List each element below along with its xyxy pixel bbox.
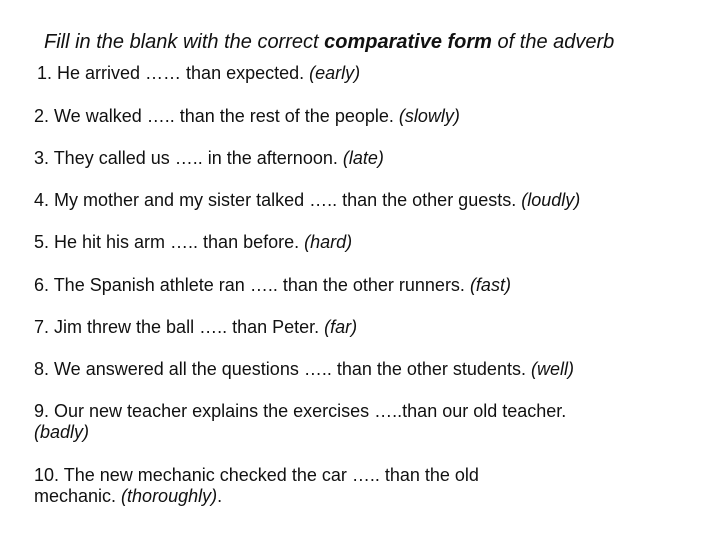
item-sentence: 3. They called us ….. in the afternoon. (34, 148, 343, 168)
exercise-item-8 (34, 359, 684, 380)
exercise-item-4 (34, 190, 684, 211)
item-hint: (fast) (469, 275, 511, 295)
item-hint: (loudly) (521, 190, 581, 210)
instruction-title (44, 30, 704, 54)
item-hint: (far) (324, 317, 358, 337)
item-sentence: 6. The Spanish athlete ran ….. than the other runners. (34, 275, 470, 295)
exercise-item-2 (34, 106, 684, 127)
instruction-after: of the adverb (491, 31, 615, 53)
item-sentence: 1. He arrived …… than expected. (37, 63, 310, 83)
exercise-item-6 (34, 275, 684, 296)
exercise-item-10 (34, 465, 544, 507)
item-hint: (slowly) (398, 106, 460, 126)
item-hint: (badly) (34, 422, 90, 442)
item-sentence: 10. The new mechanic checked the car ….. than the old mechanic. (34, 465, 479, 506)
exercise-item-3 (34, 148, 684, 169)
item-hint: (thoroughly) (121, 486, 218, 506)
exercise-item-7 (34, 317, 684, 338)
item-sentence: 7. Jim threw the ball ….. than Peter. (34, 317, 325, 337)
item-hint: (well) (530, 359, 574, 379)
item-hint: (early) (309, 63, 361, 83)
exercise-item-5 (34, 232, 684, 253)
exercise-item-9 (34, 401, 574, 443)
item-sentence: 4. My mother and my sister talked ….. than the other guests. (34, 190, 522, 210)
instruction-before: Fill in the blank with the correct (44, 31, 325, 53)
item-sentence: 9. Our new teacher explains the exercises …..than our old teacher. (34, 401, 567, 421)
exercise-item-1 (37, 63, 687, 84)
item-sentence: 8. We answered all the questions ….. than the other students. (34, 359, 531, 379)
item-sentence: 5. He hit his arm ….. than before. (34, 232, 305, 252)
item-hint: (late) (342, 148, 384, 168)
item-tail: . (217, 486, 223, 506)
item-sentence: 2. We walked ….. than the rest of the people. (34, 106, 399, 126)
instruction-emphasis: comparative form (324, 31, 492, 53)
item-hint: (hard) (304, 232, 353, 252)
